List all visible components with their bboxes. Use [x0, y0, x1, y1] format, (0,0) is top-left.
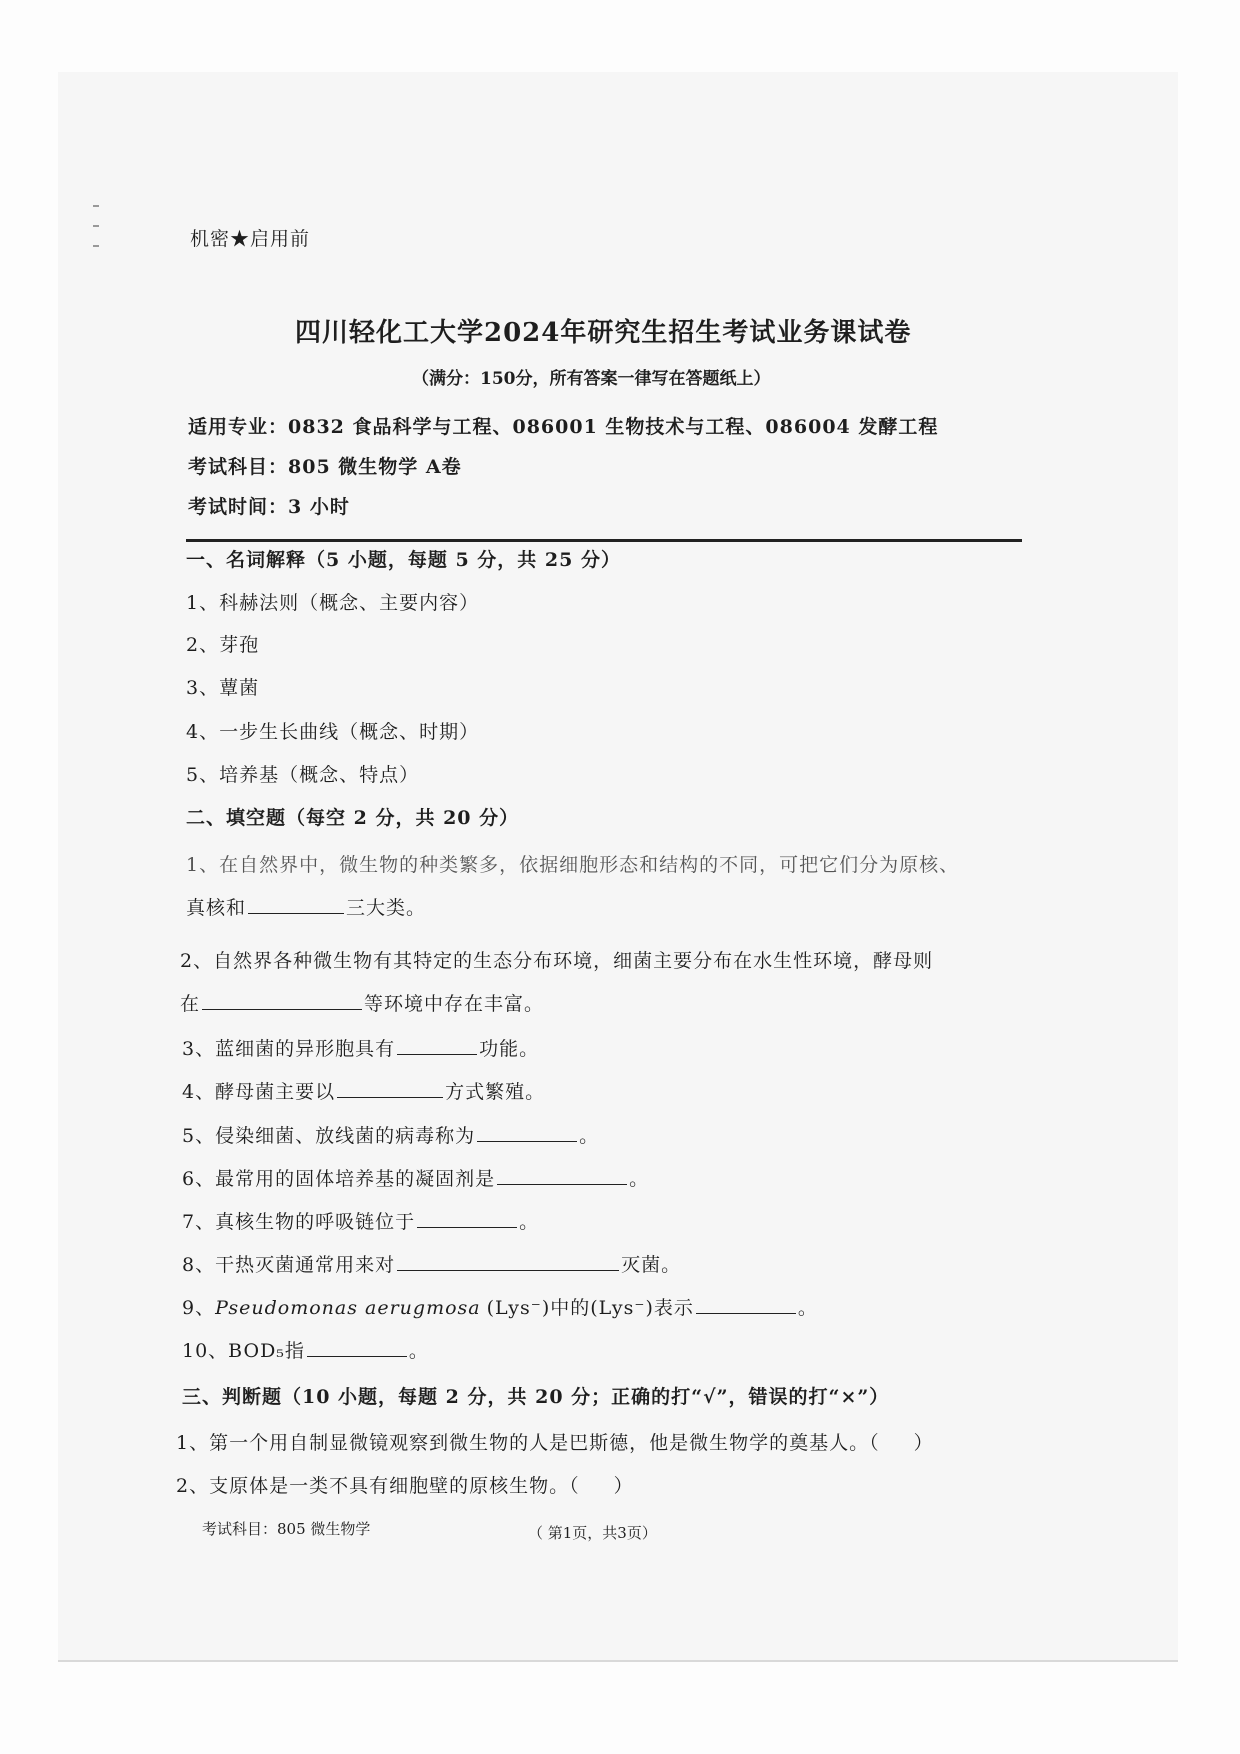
confidential-label: 机密★启用前	[190, 228, 311, 250]
judge-question-1: 1、第一个用自制显微镜观察到微生物的人是巴斯德，他是微生物学的奠基人。（ ）	[176, 1432, 934, 1454]
answer-blank	[497, 1166, 627, 1185]
exam-title: 四川轻化工大学2024年研究生招生考试业务课试卷	[295, 318, 912, 348]
header-divider	[186, 539, 1022, 542]
answer-blank	[417, 1209, 517, 1228]
answer-blank	[337, 1079, 443, 1098]
section1-item: 1、科赫法则（概念、主要内容）	[186, 592, 480, 614]
fill-question-5: 5、侵染细菌、放线菌的病毒称为 。	[182, 1125, 600, 1147]
species-name: Pseudomonas aerugmosa	[215, 1297, 481, 1319]
fill-question-2-cont: 在 等环境中存在丰富。	[180, 993, 545, 1015]
fill-question-1: 1、在自然界中，微生物的种类繁多，依据细胞形态和结构的不同，可把它们分为原核、	[186, 854, 960, 876]
fill-question-4: 4、酵母菌主要以 方式繁殖。	[182, 1081, 546, 1103]
page-number: （ 第1页，共3页）	[528, 1524, 657, 1542]
fill-question-8: 8、干热灭菌通常用来对 灭菌。	[182, 1254, 682, 1276]
section1-item: 5、培养基（概念、特点）	[186, 764, 420, 786]
fill-question-6: 6、最常用的固体培养基的凝固剂是 。	[182, 1168, 650, 1190]
fill-question-7: 7、真核生物的呼吸链位于 。	[182, 1211, 540, 1233]
section3-heading: 三、判断题（10 小题，每题 2 分，共 20 分；正确的打“√”，错误的打“×”）	[182, 1386, 890, 1408]
fill-question-10: 10、BOD₅指 。	[182, 1340, 429, 1362]
section1-item: 2、芽孢	[186, 634, 260, 656]
binding-marks	[93, 205, 101, 265]
judge-question-2: 2、支原体是一类不具有细胞壁的原核生物。（ ）	[176, 1475, 634, 1497]
fill-question-3: 3、蓝细菌的异形胞具有 功能。	[182, 1038, 540, 1060]
fill-question-2: 2、自然界各种微生物有其特定的生态分布环境，细菌主要分布在水生性环境，酵母则	[180, 950, 934, 972]
applicable-majors: 适用专业：0832 食品科学与工程、086001 生物技术与工程、086004 发酵工程	[188, 416, 939, 438]
exam-subtitle: （满分：150分，所有答案一律写在答题纸上）	[412, 369, 771, 389]
answer-blank	[202, 991, 362, 1010]
exam-subject: 考试科目：805 微生物学 A卷	[188, 456, 462, 478]
answer-blank	[477, 1123, 577, 1142]
section1-item: 4、一步生长曲线（概念、时期）	[186, 721, 480, 743]
answer-blank	[397, 1252, 619, 1271]
answer-blank	[696, 1295, 796, 1314]
answer-blank	[307, 1338, 407, 1357]
section1-heading: 一、名词解释（5 小题，每题 5 分，共 25 分）	[186, 549, 621, 571]
scan-edge	[58, 1660, 1178, 1662]
section2-heading: 二、填空题（每空 2 分，共 20 分）	[186, 807, 520, 829]
footer-subject: 考试科目：805 微生物学	[202, 1520, 371, 1538]
exam-time: 考试时间：3 小时	[188, 496, 350, 518]
answer-blank	[397, 1036, 477, 1055]
answer-blank	[248, 895, 344, 914]
section1-item: 3、蕈菌	[186, 677, 260, 699]
fill-question-1-cont: 真核和 三大类。	[186, 897, 427, 919]
fill-question-9: 9、Pseudomonas aerugmosa (Lys⁻)中的(Lys⁻)表示 。	[182, 1297, 818, 1319]
